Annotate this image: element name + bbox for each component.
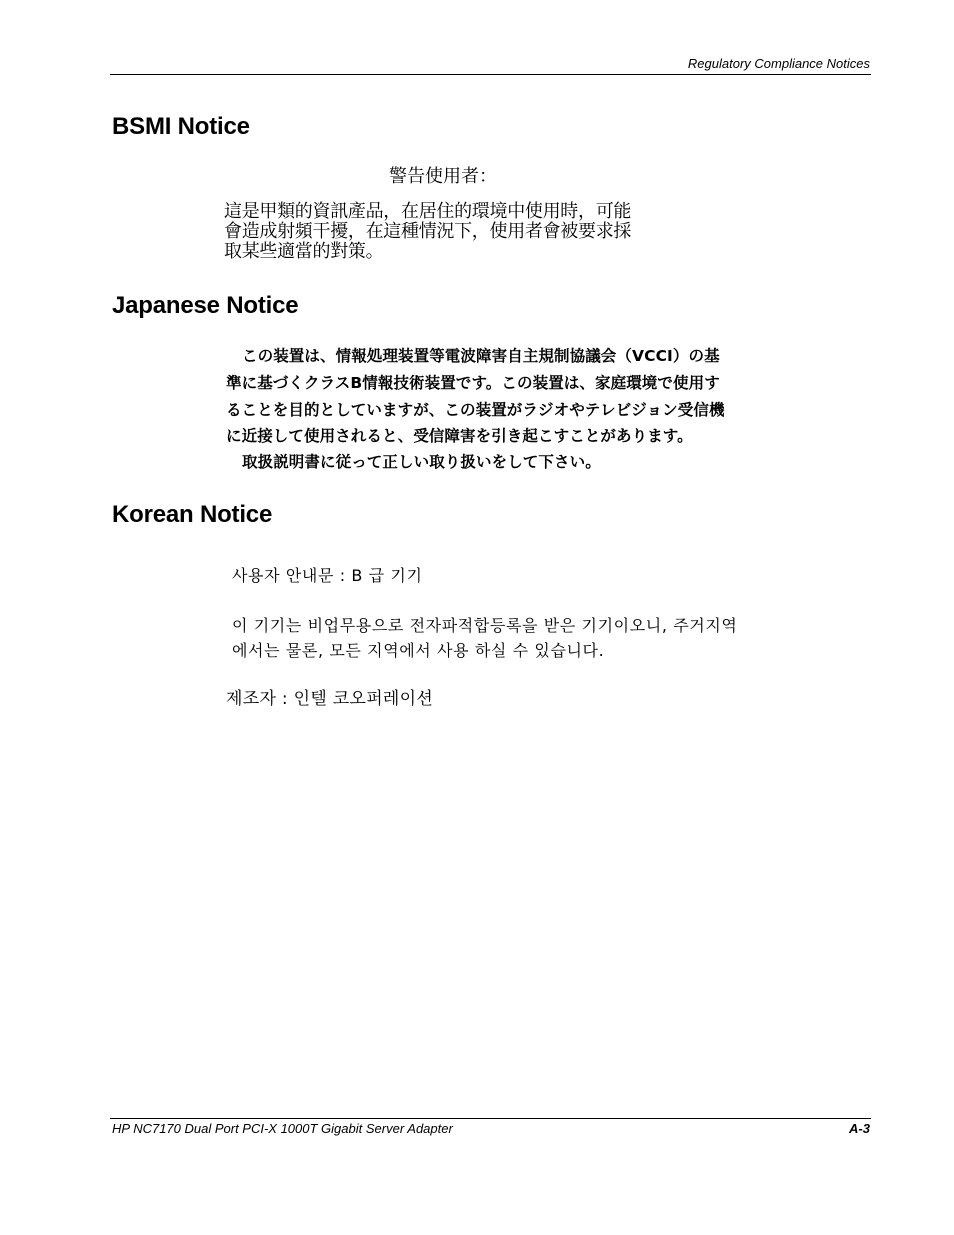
korean-user-guide: 사용자 안내문 : B 급 기기	[232, 566, 423, 585]
japanese-notice-line: 準に基づくクラスB情報技術装置です。この装置は、家庭環境で使用す	[226, 374, 720, 392]
japanese-notice-line: 取扱説明書に従って正しい取り扱いをして下さい。	[242, 453, 601, 471]
korean-notice-line: 에서는 물론, 모든 지역에서 사용 하실 수 있습니다.	[232, 641, 605, 660]
header-rule	[110, 74, 871, 75]
bsmi-notice-line: 會造成射頻干擾，在這種情況下，使用者會被要求採	[224, 221, 632, 242]
bsmi-notice-line: 這是甲類的資訊產品，在居住的環境中使用時，可能	[224, 201, 632, 222]
japanese-notice-line: この装置は、情報処理装置等電波障害自主規制協議会（VCCI）の基	[242, 347, 720, 365]
korean-notice-line: 이 기기는 비업무용으로 전자파적합등록을 받은 기기이오니, 주거지역	[232, 616, 738, 635]
japanese-notice-line: ることを目的としていますが、この装置がラジオやテレビジョン受信機	[226, 401, 725, 419]
footer-page-number: A-3	[849, 1121, 870, 1136]
japanese-notice-line: に近接して使用されると、受信障害を引き起こすことがあります。	[226, 427, 693, 445]
footer-product-name: HP NC7170 Dual Port PCI-X 1000T Gigabit Server Adapter	[112, 1121, 453, 1136]
japanese-notice-title: Japanese Notice	[112, 292, 299, 319]
bsmi-notice-title: BSMI Notice	[112, 113, 250, 140]
footer-rule	[110, 1118, 871, 1119]
bsmi-warning-heading: 警告使用者：	[389, 166, 497, 187]
running-header: Regulatory Compliance Notices	[687, 56, 870, 71]
bsmi-notice-line: 取某些適當的對策。	[224, 241, 384, 262]
korean-notice-title: Korean Notice	[112, 501, 273, 528]
korean-manufacturer: 제조자 : 인텔 코오퍼레이션	[226, 689, 434, 709]
